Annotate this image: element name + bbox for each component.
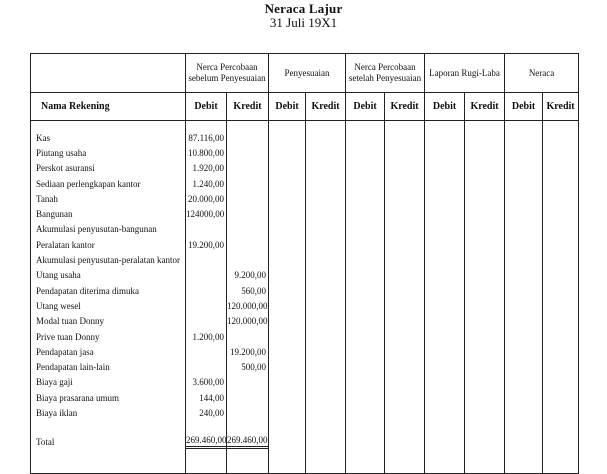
empty-cell [505,222,543,237]
debit-value [186,314,227,329]
name-column-header: Nama Rekening [31,93,186,121]
empty-cell [425,298,465,313]
kredit-value [227,222,269,237]
account-name: Sediaan perlengkapan kantor [31,176,186,191]
account-name: Biaya prasarana umum [31,390,186,405]
empty-cell [543,435,579,450]
empty-cell [385,222,425,237]
empty-cell [269,359,306,374]
empty-cell [306,252,346,267]
kredit-header: Kredit [465,93,505,121]
empty-cell [543,405,579,420]
empty-cell [269,298,306,313]
kredit-value: 560,00 [227,283,269,298]
empty-cell [425,314,465,329]
empty-cell [385,375,425,390]
empty-cell [346,252,385,267]
debit-value: 20.000,00 [186,191,227,206]
empty-cell [505,405,543,420]
empty-cell [269,314,306,329]
empty-cell [425,206,465,221]
empty-cell [306,375,346,390]
empty-cell [385,237,425,252]
empty-cell [385,359,425,374]
empty-cell [346,191,385,206]
empty-cell [465,268,505,283]
empty-cell [543,130,579,145]
empty-cell [465,222,505,237]
account-name: Modal tuan Donny [31,314,186,329]
empty-cell [465,176,505,191]
empty-cell [346,222,385,237]
empty-cell [306,314,346,329]
empty-cell [385,314,425,329]
empty-cell [465,252,505,267]
empty-cell [543,222,579,237]
empty-cell [465,191,505,206]
empty-cell [543,344,579,359]
kredit-value [227,237,269,252]
kredit-value [227,145,269,160]
empty-cell [385,176,425,191]
table-row [31,191,579,206]
empty-cell [269,390,306,405]
empty-cell [385,191,425,206]
empty-cell [306,145,346,160]
empty-cell [306,283,346,298]
empty-cell [346,405,385,420]
empty-cell [505,375,543,390]
empty-cell [425,268,465,283]
empty-cell [346,329,385,344]
empty-cell [505,314,543,329]
kredit-value: 9.200,00 [227,268,269,283]
empty-cell [543,145,579,160]
empty-cell [543,283,579,298]
account-name: Biaya iklan [31,405,186,420]
empty-cell [306,268,346,283]
table-row [31,206,579,221]
table-row [31,268,579,283]
empty-cell [425,344,465,359]
debit-value: 1.200,00 [186,329,227,344]
kredit-value: 120.000,00 [227,314,269,329]
empty-cell [269,405,306,420]
empty-cell [269,176,306,191]
kredit-value [227,161,269,176]
kredit-value: 19.200,00 [227,344,269,359]
empty-cell [269,206,306,221]
empty-cell [465,390,505,405]
empty-cell [425,375,465,390]
empty-cell [465,314,505,329]
account-name: Pendapatan diterima dimuka [31,283,186,298]
empty-cell [505,268,543,283]
debit-value: 269.460,00 [186,435,227,449]
empty-cell [465,130,505,145]
column-header-row [31,93,579,121]
empty-cell [306,176,346,191]
table-row [31,252,579,267]
total-row [31,435,579,450]
empty-cell [425,237,465,252]
empty-cell [425,176,465,191]
group-header-laporan-rugi-laba: Laporan Rugi-Laba [425,54,505,93]
document-date: 31 Juli 19X1 [269,15,338,30]
account-name: Tanah [31,191,186,206]
empty-cell [306,161,346,176]
empty-cell [269,252,306,267]
empty-cell [465,206,505,221]
empty-cell [306,390,346,405]
kredit-value: 120.000,00 [227,298,269,313]
empty-cell [543,161,579,176]
empty-cell [543,375,579,390]
empty-cell [385,268,425,283]
kredit-value [227,390,269,405]
empty-cell [269,435,306,450]
account-name: Perskot asuransi [31,161,186,176]
empty-cell [505,329,543,344]
empty-cell [269,375,306,390]
empty-cell [505,176,543,191]
empty-cell [465,359,505,374]
empty-cell [505,161,543,176]
empty-cell [505,191,543,206]
document-title: Neraca Lajur [264,1,343,16]
account-name: Total [31,435,186,450]
empty-cell [543,191,579,206]
group-header-np-setelah: Nerca Percobaan setelah Penyesuaian [346,54,425,93]
empty-cell [505,298,543,313]
empty-cell [306,206,346,221]
empty-cell [425,390,465,405]
empty-cell [543,314,579,329]
empty-cell [269,268,306,283]
worksheet-table [30,53,579,474]
empty-cell [269,130,306,145]
kredit-value [227,206,269,221]
empty-cell [385,329,425,344]
account-rows [31,121,579,474]
group-header-np-sebelum: Nerca Percobaan sebelum Penyesuaian [186,54,269,93]
empty-cell [346,268,385,283]
empty-cell [543,359,579,374]
kredit-value [227,176,269,191]
empty-cell [346,298,385,313]
empty-cell [425,283,465,298]
account-name: Akumulasi penyusutan-bangunan [31,222,186,237]
table-row [31,176,579,191]
kredit-value [227,329,269,344]
kredit-value [227,191,269,206]
empty-cell [346,145,385,160]
empty-cell [346,161,385,176]
kredit-value [227,375,269,390]
empty-cell [425,130,465,145]
empty-cell [543,390,579,405]
empty-cell [385,435,425,450]
empty-cell [269,344,306,359]
empty-cell [385,145,425,160]
empty-cell [346,344,385,359]
table-row [31,237,579,252]
empty-cell [505,435,543,450]
account-name: Prive tuan Donny [31,329,186,344]
debit-header: Debit [269,93,306,121]
group-header-penyesuaian: Penyesuaian [269,54,346,93]
empty-cell [543,329,579,344]
empty-cell [505,252,543,267]
empty-cell [269,283,306,298]
empty-cell [505,145,543,160]
empty-cell [425,191,465,206]
table-row [31,359,579,374]
empty-cell [505,237,543,252]
empty-cell [385,390,425,405]
empty-cell [306,130,346,145]
empty-cell [346,359,385,374]
debit-value: 87.116,00 [186,130,227,145]
table-row [31,375,579,390]
empty-cell [465,145,505,160]
empty-cell [543,176,579,191]
debit-value: 144,00 [186,390,227,405]
empty-cell [425,329,465,344]
empty-cell [543,268,579,283]
table-row [31,329,579,344]
table-row [31,390,579,405]
debit-header: Debit [425,93,465,121]
group-header-row [31,54,579,93]
empty-cell [425,359,465,374]
empty-cell [385,298,425,313]
empty-cell [543,298,579,313]
empty-cell [465,375,505,390]
empty-cell [346,283,385,298]
empty-cell [543,252,579,267]
empty-cell [269,237,306,252]
empty-cell [346,314,385,329]
empty-cell [306,359,346,374]
empty-cell [505,206,543,221]
empty-cell [385,283,425,298]
table-row [31,161,579,176]
name-group-header [31,54,186,93]
empty-cell [346,237,385,252]
empty-cell [385,161,425,176]
empty-cell [385,344,425,359]
debit-value [186,283,227,298]
empty-cell [425,145,465,160]
table-row [31,130,579,145]
empty-cell [346,206,385,221]
empty-cell [465,298,505,313]
empty-cell [385,252,425,267]
empty-cell [505,283,543,298]
empty-cell [306,405,346,420]
table-row [31,314,579,329]
empty-cell [543,206,579,221]
debit-value: 1.240,00 [186,176,227,191]
debit-value [186,252,227,267]
empty-cell [465,435,505,450]
empty-cell [306,222,346,237]
table-row [31,298,579,313]
empty-cell [465,237,505,252]
table-row [31,145,579,160]
kredit-value: 500,00 [227,359,269,374]
kredit-value: 269.460,00 [227,435,268,449]
empty-cell [425,405,465,420]
empty-cell [385,405,425,420]
account-name: Pendapatan lain-lain [31,359,186,374]
debit-value: 240,00 [186,405,227,420]
account-name: Akumulasi penyusutan-peralatan kantor [31,252,186,267]
empty-cell [425,252,465,267]
empty-cell [465,405,505,420]
account-name: Utang usaha [31,268,186,283]
kredit-value [227,252,269,267]
table-row [31,222,579,237]
kredit-header: Kredit [227,93,269,121]
empty-cell [346,390,385,405]
empty-cell [306,191,346,206]
empty-cell [385,130,425,145]
debit-header: Debit [346,93,385,121]
kredit-header: Kredit [543,93,579,121]
empty-cell [465,283,505,298]
debit-value: 10.800,00 [186,145,227,160]
empty-cell [306,237,346,252]
empty-cell [425,222,465,237]
empty-cell [306,329,346,344]
debit-value [186,344,227,359]
empty-cell [543,237,579,252]
kredit-header: Kredit [385,93,425,121]
table-row [31,405,579,420]
empty-cell [306,435,346,450]
group-header-neraca: Neraca [505,54,579,93]
debit-value [186,298,227,313]
kredit-header: Kredit [306,93,346,121]
debit-value: 124000,00 [186,206,227,221]
debit-value: 3.600,00 [186,375,227,390]
debit-value [186,268,227,283]
empty-cell [269,329,306,344]
account-name: Pendapatan jasa [31,344,186,359]
empty-cell [269,222,306,237]
empty-cell [425,161,465,176]
debit-value: 1.920,00 [186,161,227,176]
debit-header: Debit [186,93,227,121]
account-name: Piutang usaha [31,145,186,160]
debit-value: 19.200,00 [186,237,227,252]
empty-cell [346,375,385,390]
empty-cell [465,329,505,344]
empty-cell [505,344,543,359]
empty-cell [306,344,346,359]
table-row [31,283,579,298]
empty-cell [306,298,346,313]
account-name: Peralatan kantor [31,237,186,252]
empty-cell [505,130,543,145]
account-name: Biaya gaji [31,375,186,390]
empty-cell [269,161,306,176]
empty-cell [385,206,425,221]
empty-cell [346,130,385,145]
table-row [31,344,579,359]
empty-cell [465,161,505,176]
debit-header: Debit [505,93,543,121]
empty-cell [346,435,385,450]
debit-value [186,359,227,374]
debit-value [186,222,227,237]
account-name: Bangunan [31,206,186,221]
account-name: Utang wesel [31,298,186,313]
empty-cell [346,176,385,191]
empty-cell [425,435,465,450]
account-name: Kas [31,130,186,145]
empty-cell [269,191,306,206]
kredit-value [227,130,269,145]
empty-cell [505,390,543,405]
empty-cell [505,359,543,374]
empty-cell [269,145,306,160]
empty-cell [465,344,505,359]
kredit-value [227,405,269,420]
